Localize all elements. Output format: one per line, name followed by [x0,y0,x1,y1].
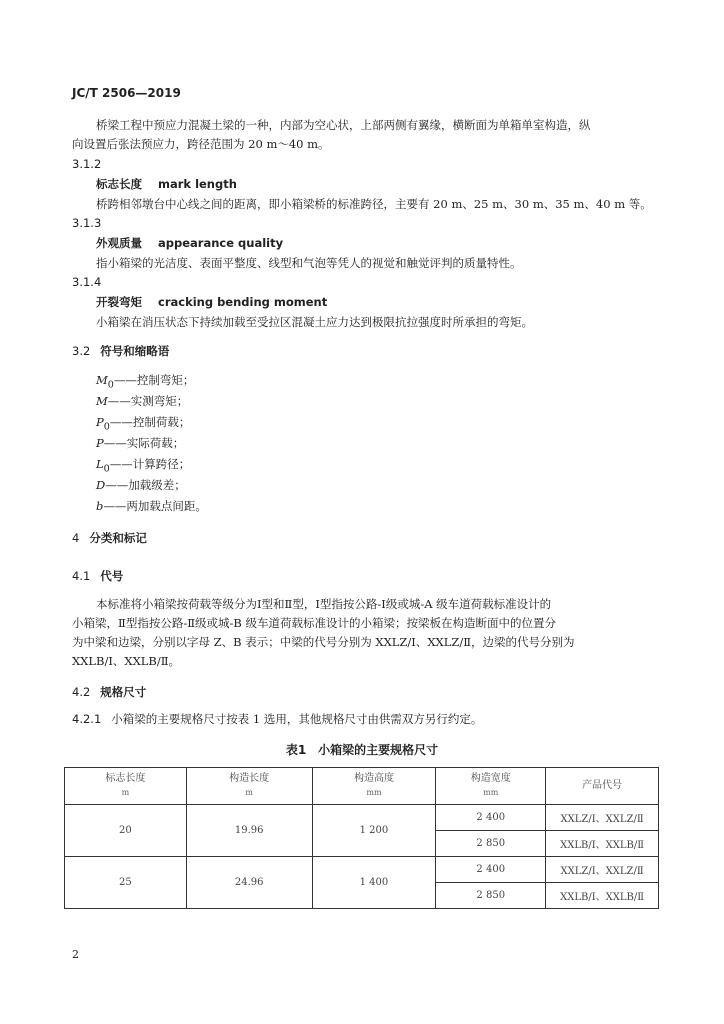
term-title [96,294,327,310]
term-en: mark length [158,177,237,191]
intro-line-1: 桥梁工程中预应力混凝土梁的一种，内部为空心状，上部两侧有翼缘，横断面为单箱单室构造，纵 [96,118,591,132]
term-title [96,235,283,251]
section-number: 4.1 [72,569,91,583]
symbol-item: $P_0——$控制荷载； [96,415,191,433]
header-product-code: 产品代号 [546,768,659,805]
cell-mark-length: 25 [65,857,187,909]
section-title: 分类和标记 [89,531,147,545]
clause-text: 小箱梁的主要规格尺寸按表 1 选用，其他规格尺寸由供需双方另行约定。 [111,712,483,726]
cell-struct-width: 2 850 [436,883,546,909]
spec-table [64,767,659,909]
symbol-item: $M_0——$控制弯矩； [96,373,195,391]
clause-number: 4.2.1 [72,712,102,726]
header-struct-width: 构造宽度 mm [436,768,546,805]
section-title: 规格尺寸 [100,685,147,699]
term-number: 3.1.2 [72,157,102,171]
cell-struct-length: 19.96 [186,805,312,857]
table-caption: 表1 小箱梁的主要规格尺寸 [285,743,439,757]
cell-product-code: XXLB/Ⅰ、XXLB/Ⅱ [546,831,659,857]
header-struct-length: 构造长度 m [186,768,312,805]
term-zh: 标志长度 [96,177,142,191]
page-number: 2 [72,948,79,961]
cell-struct-height: 1 200 [312,805,436,857]
term-en: appearance quality [158,236,284,250]
cell-struct-width: 2 400 [436,805,546,831]
intro-line-2: 向设置后张法预应力，跨径范围为 20 m～40 m。 [72,137,330,151]
header-struct-height: 构造高度 mm [312,768,436,805]
term-definition: 桥跨相邻墩台中心线之间的距离，即小箱梁桥的标准跨径，主要有 20 m、25 m、30 m、35 m、40 m 等。 [96,197,652,211]
table-header-row [65,768,659,805]
cell-struct-width: 2 400 [436,857,546,883]
cell-struct-height: 1 400 [312,857,436,909]
cell-product-code: XXLZ/Ⅰ、XXLZ/Ⅱ [546,805,659,831]
cell-product-code: XXLB/Ⅰ、XXLB/Ⅱ [546,883,659,909]
clause-4-2-1 [72,710,482,729]
cell-product-code: XXLZ/Ⅰ、XXLZ/Ⅱ [546,857,659,883]
table-row [65,805,659,831]
paragraph-line: 小箱梁，Ⅱ型指按公路-Ⅱ级或城-B 级车道荷载标准设计的小箱梁；按梁板在构造断面中的位置分 [72,616,557,630]
term-definition: 小箱梁在消压状态下持续加载至受拉区混凝土应力达到极限抗拉强度时所承担的弯矩。 [96,315,533,329]
paragraph-line: XXLB/Ⅰ、XXLB/Ⅱ。 [72,654,181,668]
symbol-item: $L_0——$计算跨径； [96,457,191,475]
symbol-item: P——实际荷载； [96,436,185,450]
term-zh: 外观质量 [96,236,142,250]
symbol-item: D——加载级差； [96,478,186,492]
paragraph-line: 本标准将小箱梁按荷载等级分为Ⅰ型和Ⅱ型，Ⅰ型指按公路-Ⅰ级或城-A 级车道荷载标准设计的 [96,597,552,611]
term-zh: 开裂弯矩 [96,295,142,309]
table-row [65,857,659,883]
section-heading [72,568,123,584]
section-number: 4 [72,531,80,545]
standard-code: JC/T 2506—2019 [72,86,181,100]
section-number: 4.2 [72,685,91,699]
section-heading [72,684,146,700]
section-number: 3.2 [72,344,91,358]
section-heading [72,530,147,546]
paragraph-line: 为中梁和边梁，分别以字母 Z、B 表示；中梁的代号分别为 XXLZ/Ⅰ、XXLZ/Ⅱ，边梁的代号分别为 [72,635,575,649]
symbol-item: M——实测弯矩； [96,394,189,408]
section-title: 代号 [100,569,124,583]
term-title [96,176,237,192]
section-title: 符号和缩略语 [100,344,170,358]
term-number: 3.1.3 [72,216,102,230]
cell-struct-width: 2 850 [436,831,546,857]
cell-struct-length: 24.96 [186,857,312,909]
header-mark-length: 标志长度 m [65,768,187,805]
cell-mark-length: 20 [65,805,187,857]
term-definition: 指小箱梁的光洁度、表面平整度、线型和气泡等凭人的视觉和触觉评判的质量特性。 [96,256,522,270]
term-number: 3.1.4 [72,275,102,289]
section-heading [72,343,169,359]
symbol-item: b——两加载点间距。 [96,499,207,513]
term-en: cracking bending moment [158,295,328,309]
